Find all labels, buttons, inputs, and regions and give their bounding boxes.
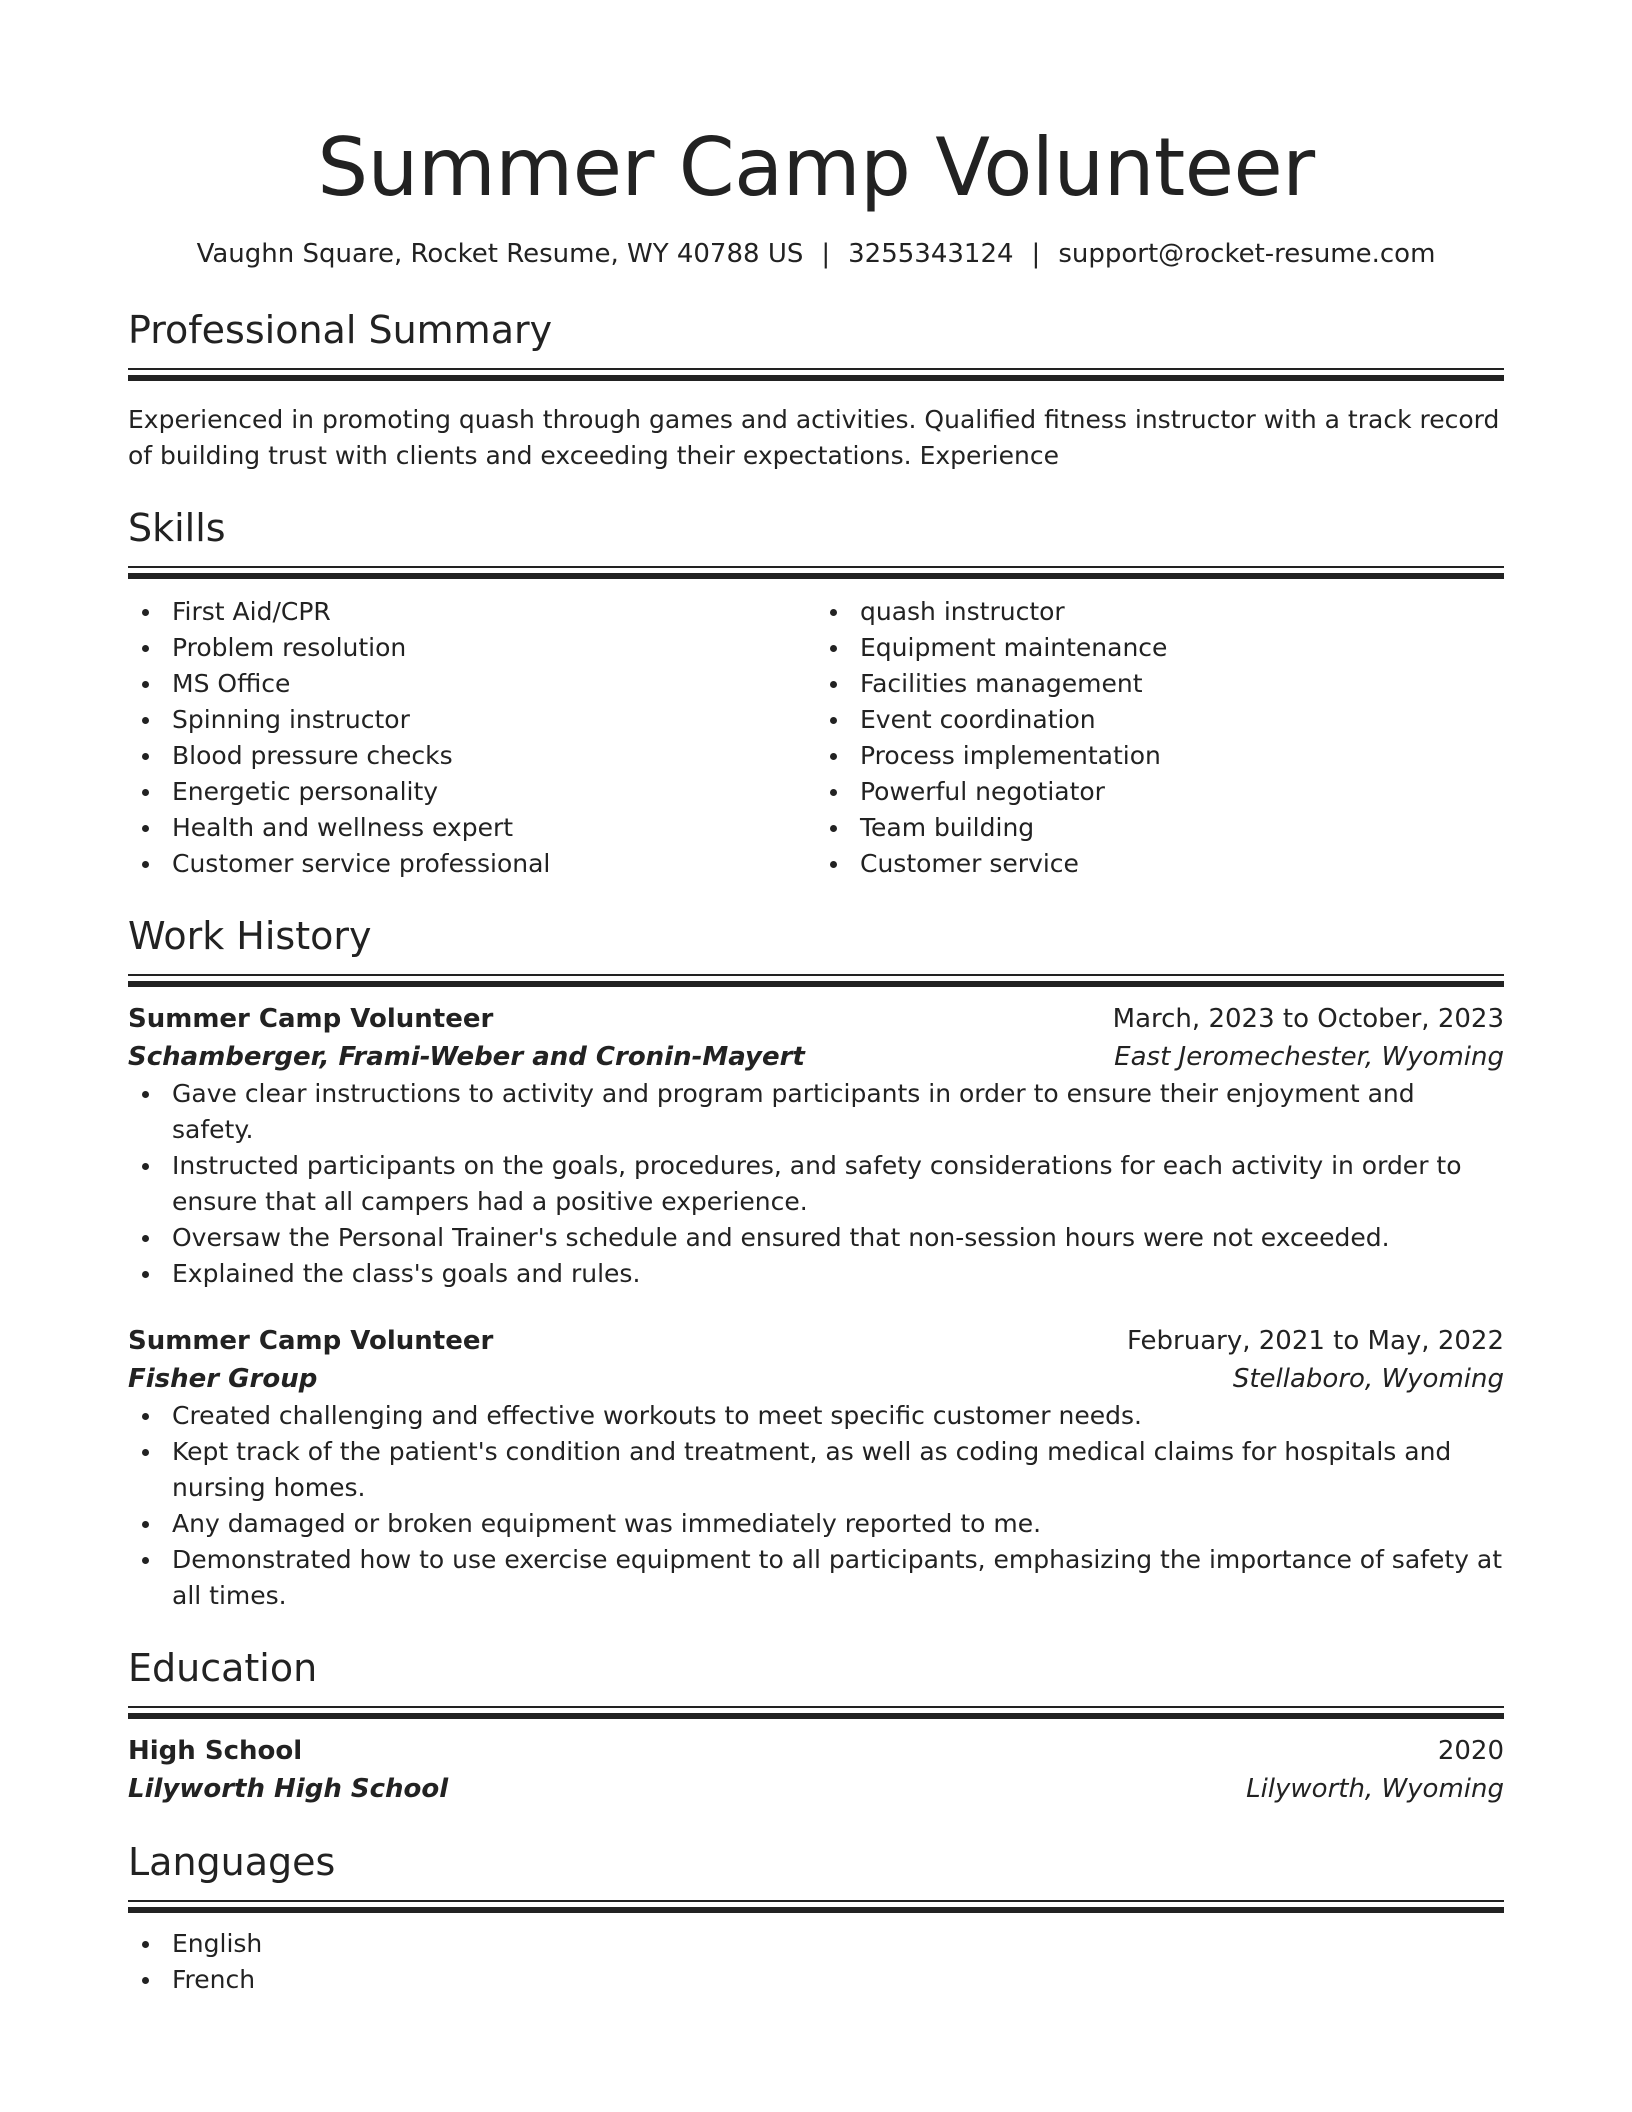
section-divider [128,974,1504,984]
education-section [128,1644,1504,1808]
job-company-row [128,1360,1504,1398]
skills-section [128,504,1504,882]
skill-item: Customer service professional [128,846,816,882]
skill-item: Equipment maintenance [816,630,1504,666]
skill-item: Process implementation [816,738,1504,774]
job-duty: Demonstrated how to use exercise equipment to all participants, emphasizing the importance of safety at all times. [128,1542,1504,1614]
language-item: French [128,1962,1504,1998]
job-entry [128,1000,1504,1292]
contact-line [128,236,1504,272]
job-company: Fisher Group [128,1364,318,1394]
summary-text: Experienced in promoting quash through games and activities. Qualified fitness instructor with a track record of building trust with clients and exceeding their expectations. Experience [128,405,1500,470]
contact-separator: | [821,239,831,269]
job-location: Stellaboro, Wyoming [1232,1364,1504,1394]
job-company: Schamberger, Frami-Weber and Cronin-Mayert [128,1042,805,1072]
skill-item: Spinning instructor [128,702,816,738]
job-title: Summer Camp Volunteer [128,1004,494,1034]
education-location: Lilyworth, Wyoming [1246,1774,1504,1804]
resume-name: Summer Camp Volunteer [317,121,1315,214]
section-divider [128,1900,1504,1910]
education-degree: High School [128,1736,303,1766]
job-duty: Any damaged or broken equipment was immediately reported to me. [128,1506,1504,1542]
education-school-row [128,1770,1504,1808]
languages-section [128,1838,1504,1998]
job-duty: Oversaw the Personal Trainer's schedule and ensured that non-session hours were not exceeded. [128,1220,1504,1256]
contact-separator: | [1031,239,1041,269]
job-duties-list [128,1398,1504,1614]
job-duty: Instructed participants on the goals, procedures, and safety considerations for each activity in order to ensure that all campers had a positive experience. [128,1148,1504,1220]
job-dates: March, 2023 to October, 2023 [1112,1004,1504,1034]
job-header-row [128,1322,1504,1360]
education-school: Lilyworth High School [128,1774,449,1804]
section-title-skills: Skills [128,506,226,550]
skill-item: Team building [816,810,1504,846]
languages-list [128,1926,1504,1998]
section-divider [128,1706,1504,1716]
skill-item: Powerful negotiator [816,774,1504,810]
section-title-languages: Languages [128,1840,336,1884]
education-year: 2020 [1437,1736,1504,1766]
job-company-row [128,1038,1504,1076]
job-duty: Explained the class's goals and rules. [128,1256,1504,1292]
section-title-summary: Professional Summary [128,308,553,352]
section-title-education: Education [128,1646,318,1690]
job-duty: Gave clear instructions to activity and program participants in order to ensure their enjoyment and safety. [128,1076,1504,1148]
skill-item: MS Office [128,666,816,702]
education-entry [128,1732,1504,1808]
job-duties-list [128,1076,1504,1292]
skill-item: Blood pressure checks [128,738,816,774]
job-dates: February, 2021 to May, 2022 [1127,1326,1504,1356]
skill-item: Facilities management [816,666,1504,702]
job-entry [128,1322,1504,1614]
skill-item: Energetic personality [128,774,816,810]
skills-grid [128,594,1504,882]
education-header-row [128,1732,1504,1770]
contact-address: Vaughn Square, Rocket Resume, WY 40788 US [196,239,804,269]
job-location: East Jeromechester, Wyoming [1114,1042,1504,1072]
contact-phone: 3255343124 [848,239,1014,269]
job-title: Summer Camp Volunteer [128,1326,494,1356]
language-item: English [128,1926,1504,1962]
skill-item: First Aid/CPR [128,594,816,630]
work-section [128,912,1504,1614]
skill-item: quash instructor [816,594,1504,630]
job-duty: Created challenging and effective workouts to meet specific customer needs. [128,1398,1504,1434]
skill-item: Event coordination [816,702,1504,738]
section-title-work: Work History [128,914,372,958]
skill-item: Health and wellness expert [128,810,816,846]
contact-email: support@rocket-resume.com [1058,239,1436,269]
section-divider [128,368,1504,378]
summary-section [128,306,1504,474]
section-divider [128,566,1504,576]
job-duty: Kept track of the patient's condition and treatment, as well as coding medical claims for hospitals and nursing homes. [128,1434,1504,1506]
job-header-row [128,1000,1504,1038]
skills-list-left [128,594,816,882]
skills-list-right [816,594,1504,882]
skill-item: Customer service [816,846,1504,882]
skill-item: Problem resolution [128,630,816,666]
